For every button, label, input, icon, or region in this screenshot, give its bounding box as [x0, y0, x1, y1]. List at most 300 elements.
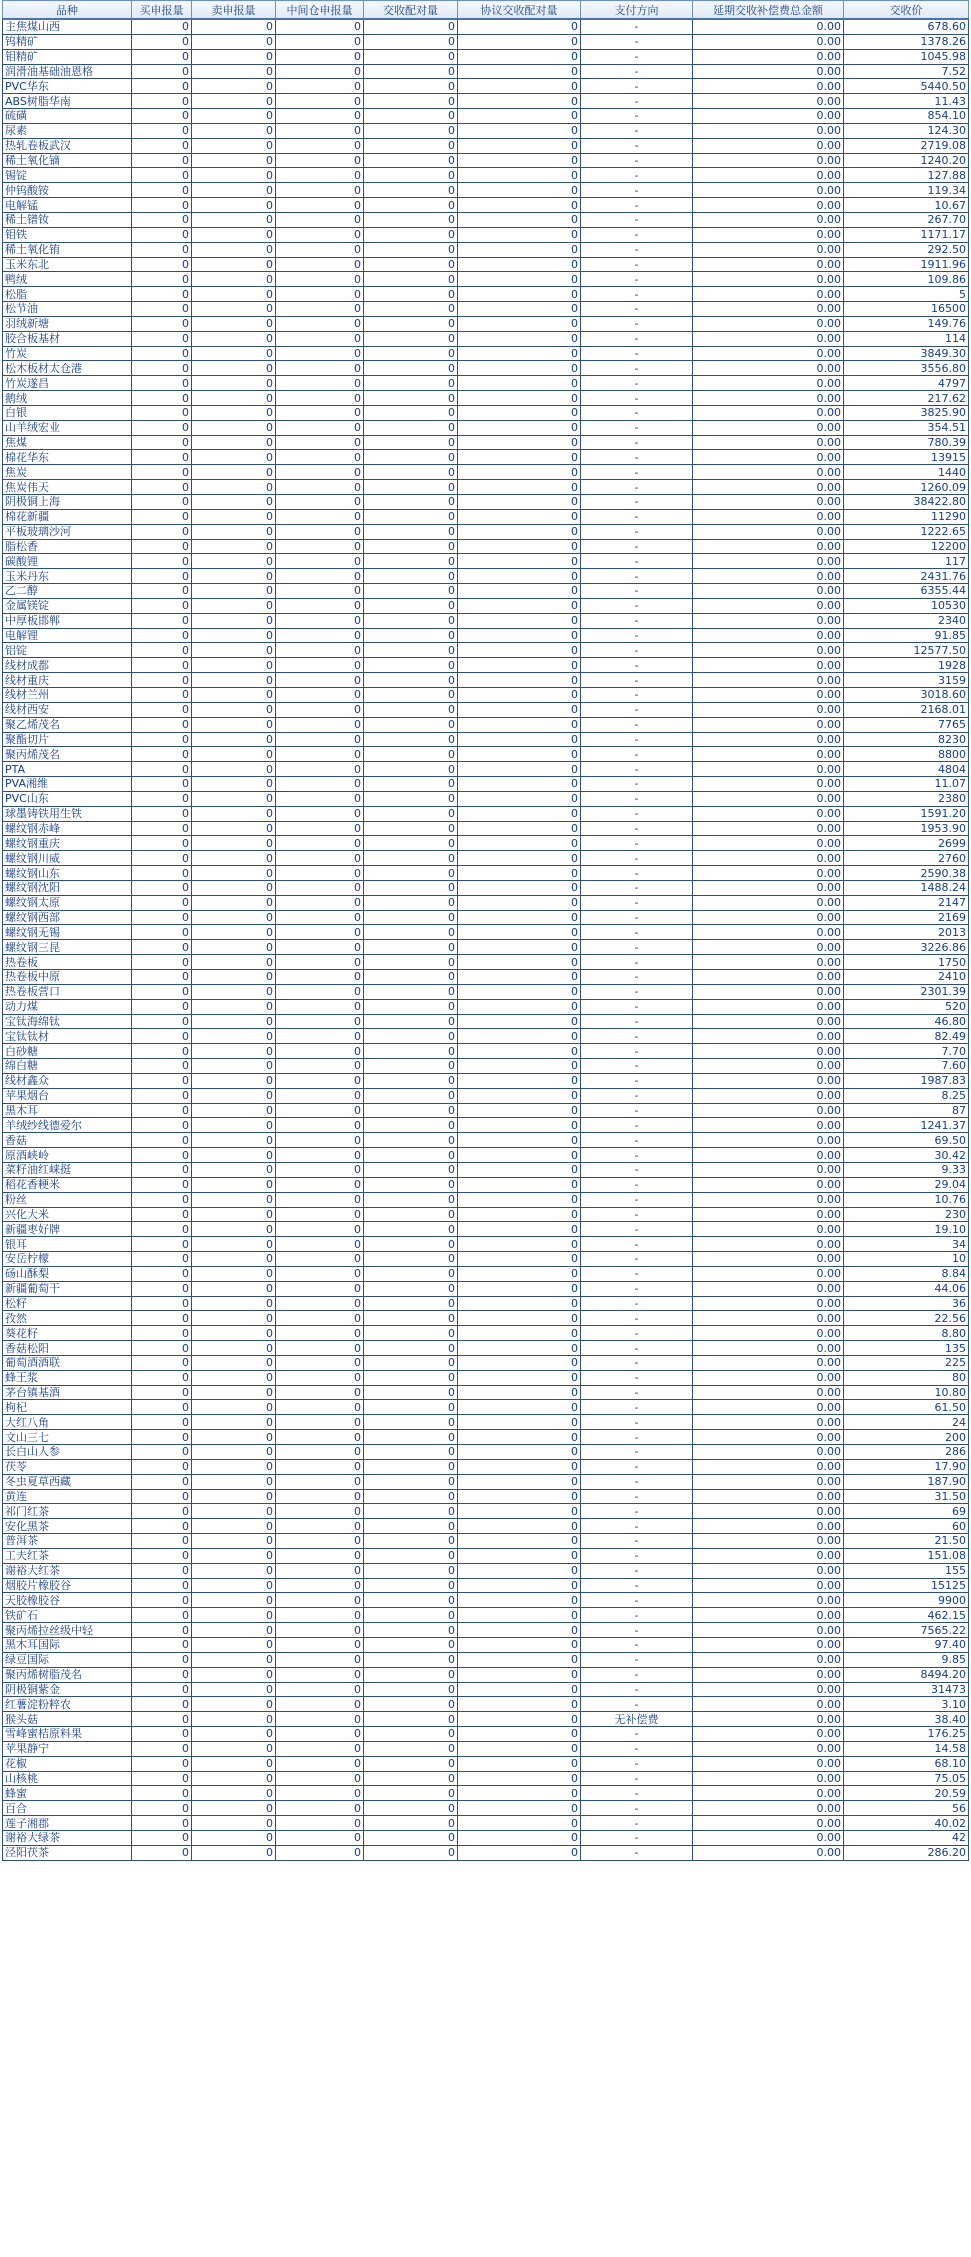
column-header-sell-volume: 卖申报量: [192, 1, 276, 20]
warehouse-volume-cell: 0: [276, 1534, 364, 1549]
matched-volume-cell: 0: [364, 584, 458, 599]
variety-cell: 新疆葡萄干: [3, 1281, 132, 1296]
payment-direction-cell: -: [581, 1830, 693, 1845]
warehouse-volume-cell: 0: [276, 242, 364, 257]
sell-volume-cell: 0: [192, 613, 276, 628]
warehouse-volume-cell: 0: [276, 391, 364, 406]
agreement-matched-volume-cell: 0: [458, 1370, 581, 1385]
delivery-price-cell: 3849.30: [844, 346, 969, 361]
payment-direction-cell: -: [581, 1801, 693, 1816]
table-row: [3, 658, 969, 673]
warehouse-volume-cell: 0: [276, 257, 364, 272]
payment-direction-cell: -: [581, 19, 693, 34]
compensation-amount-cell: 0.00: [693, 34, 844, 49]
payment-direction-cell: -: [581, 495, 693, 510]
sell-volume-cell: 0: [192, 999, 276, 1014]
sell-volume-cell: 0: [192, 747, 276, 762]
compensation-amount-cell: 0.00: [693, 495, 844, 510]
warehouse-volume-cell: 0: [276, 569, 364, 584]
buy-volume-cell: 0: [132, 598, 192, 613]
delivery-price-cell: 225: [844, 1355, 969, 1370]
compensation-amount-cell: 0.00: [693, 346, 844, 361]
table-row: [3, 628, 969, 643]
compensation-amount-cell: 0.00: [693, 1385, 844, 1400]
compensation-amount-cell: 0.00: [693, 1727, 844, 1742]
table-row: [3, 1103, 969, 1118]
table-row: [3, 480, 969, 495]
matched-volume-cell: 0: [364, 302, 458, 317]
variety-cell: 蜂王浆: [3, 1370, 132, 1385]
delivery-price-cell: 1440: [844, 465, 969, 480]
variety-cell: 稀土氧化镝: [3, 153, 132, 168]
matched-volume-cell: 0: [364, 1712, 458, 1727]
variety-cell: 雪峰蜜桔原料果: [3, 1727, 132, 1742]
agreement-matched-volume-cell: 0: [458, 984, 581, 999]
matched-volume-cell: 0: [364, 673, 458, 688]
matched-volume-cell: 0: [364, 554, 458, 569]
table-row: [3, 1801, 969, 1816]
matched-volume-cell: 0: [364, 1593, 458, 1608]
warehouse-volume-cell: 0: [276, 717, 364, 732]
warehouse-volume-cell: 0: [276, 435, 364, 450]
buy-volume-cell: 0: [132, 1801, 192, 1816]
delivery-price-cell: 1488.24: [844, 880, 969, 895]
buy-volume-cell: 0: [132, 717, 192, 732]
matched-volume-cell: 0: [364, 1786, 458, 1801]
sell-volume-cell: 0: [192, 138, 276, 153]
compensation-amount-cell: 0.00: [693, 613, 844, 628]
matched-volume-cell: 0: [364, 1756, 458, 1771]
warehouse-volume-cell: 0: [276, 895, 364, 910]
delivery-price-cell: 10: [844, 1252, 969, 1267]
compensation-amount-cell: 0.00: [693, 1593, 844, 1608]
delivery-price-cell: 9.85: [844, 1652, 969, 1667]
agreement-matched-volume-cell: 0: [458, 331, 581, 346]
table-row: [3, 94, 969, 109]
payment-direction-cell: -: [581, 821, 693, 836]
delivery-price-cell: 30.42: [844, 1148, 969, 1163]
variety-cell: 安岳柠檬: [3, 1252, 132, 1267]
compensation-amount-cell: 0.00: [693, 257, 844, 272]
matched-volume-cell: 0: [364, 227, 458, 242]
table-row: [3, 1845, 969, 1860]
matched-volume-cell: 0: [364, 1059, 458, 1074]
agreement-matched-volume-cell: 0: [458, 272, 581, 287]
payment-direction-cell: -: [581, 1192, 693, 1207]
compensation-amount-cell: 0.00: [693, 19, 844, 34]
variety-cell: 大红八角: [3, 1415, 132, 1430]
warehouse-volume-cell: 0: [276, 1237, 364, 1252]
agreement-matched-volume-cell: 0: [458, 643, 581, 658]
delivery-price-cell: 82.49: [844, 1029, 969, 1044]
table-row: [3, 1697, 969, 1712]
sell-volume-cell: 0: [192, 1534, 276, 1549]
matched-volume-cell: 0: [364, 910, 458, 925]
agreement-matched-volume-cell: 0: [458, 1192, 581, 1207]
matched-volume-cell: 0: [364, 49, 458, 64]
variety-cell: 平板玻璃沙河: [3, 524, 132, 539]
matched-volume-cell: 0: [364, 79, 458, 94]
warehouse-volume-cell: 0: [276, 1133, 364, 1148]
buy-volume-cell: 0: [132, 1786, 192, 1801]
compensation-amount-cell: 0.00: [693, 331, 844, 346]
compensation-amount-cell: 0.00: [693, 94, 844, 109]
matched-volume-cell: 0: [364, 1029, 458, 1044]
matched-volume-cell: 0: [364, 895, 458, 910]
table-row: [3, 1563, 969, 1578]
compensation-amount-cell: 0.00: [693, 554, 844, 569]
table-row: [3, 168, 969, 183]
sell-volume-cell: 0: [192, 123, 276, 138]
agreement-matched-volume-cell: 0: [458, 123, 581, 138]
matched-volume-cell: 0: [364, 791, 458, 806]
sell-volume-cell: 0: [192, 1697, 276, 1712]
buy-volume-cell: 0: [132, 198, 192, 213]
variety-cell: 线材兰州: [3, 687, 132, 702]
delivery-price-cell: 11.43: [844, 94, 969, 109]
matched-volume-cell: 0: [364, 955, 458, 970]
sell-volume-cell: 0: [192, 687, 276, 702]
warehouse-volume-cell: 0: [276, 762, 364, 777]
warehouse-volume-cell: 0: [276, 910, 364, 925]
variety-cell: 聚乙烯茂名: [3, 717, 132, 732]
payment-direction-cell: -: [581, 480, 693, 495]
delivery-price-cell: 2699: [844, 836, 969, 851]
matched-volume-cell: 0: [364, 287, 458, 302]
buy-volume-cell: 0: [132, 49, 192, 64]
delivery-price-cell: 1241.37: [844, 1118, 969, 1133]
compensation-amount-cell: 0.00: [693, 1059, 844, 1074]
sell-volume-cell: 0: [192, 272, 276, 287]
delivery-price-cell: 46.80: [844, 1014, 969, 1029]
delivery-price-cell: 24: [844, 1415, 969, 1430]
agreement-matched-volume-cell: 0: [458, 613, 581, 628]
warehouse-volume-cell: 0: [276, 1593, 364, 1608]
compensation-amount-cell: 0.00: [693, 687, 844, 702]
agreement-matched-volume-cell: 0: [458, 227, 581, 242]
payment-direction-cell: -: [581, 1563, 693, 1578]
variety-cell: 泾阳茯茶: [3, 1845, 132, 1860]
payment-direction-cell: -: [581, 687, 693, 702]
payment-direction-cell: -: [581, 1786, 693, 1801]
matched-volume-cell: 0: [364, 1801, 458, 1816]
table-row: [3, 242, 969, 257]
table-row: [3, 851, 969, 866]
buy-volume-cell: 0: [132, 1652, 192, 1667]
compensation-amount-cell: 0.00: [693, 984, 844, 999]
payment-direction-cell: -: [581, 940, 693, 955]
table-row: [3, 732, 969, 747]
buy-volume-cell: 0: [132, 465, 192, 480]
matched-volume-cell: 0: [364, 1296, 458, 1311]
agreement-matched-volume-cell: 0: [458, 584, 581, 599]
delivery-price-cell: 230: [844, 1207, 969, 1222]
warehouse-volume-cell: 0: [276, 673, 364, 688]
agreement-matched-volume-cell: 0: [458, 1845, 581, 1860]
warehouse-volume-cell: 0: [276, 94, 364, 109]
agreement-matched-volume-cell: 0: [458, 1578, 581, 1593]
buy-volume-cell: 0: [132, 287, 192, 302]
payment-direction-cell: -: [581, 1445, 693, 1460]
sell-volume-cell: 0: [192, 1548, 276, 1563]
sell-volume-cell: 0: [192, 1519, 276, 1534]
compensation-amount-cell: 0.00: [693, 435, 844, 450]
agreement-matched-volume-cell: 0: [458, 1237, 581, 1252]
matched-volume-cell: 0: [364, 361, 458, 376]
delivery-price-cell: 109.86: [844, 272, 969, 287]
matched-volume-cell: 0: [364, 1771, 458, 1786]
payment-direction-cell: -: [581, 346, 693, 361]
variety-cell: 螺纹钢太原: [3, 895, 132, 910]
table-row: [3, 1177, 969, 1192]
matched-volume-cell: 0: [364, 569, 458, 584]
buy-volume-cell: 0: [132, 1133, 192, 1148]
table-row: [3, 762, 969, 777]
payment-direction-cell: -: [581, 183, 693, 198]
payment-direction-cell: -: [581, 1430, 693, 1445]
buy-volume-cell: 0: [132, 1563, 192, 1578]
agreement-matched-volume-cell: 0: [458, 1816, 581, 1831]
matched-volume-cell: 0: [364, 1504, 458, 1519]
buy-volume-cell: 0: [132, 1148, 192, 1163]
compensation-amount-cell: 0.00: [693, 465, 844, 480]
buy-volume-cell: 0: [132, 1281, 192, 1296]
warehouse-volume-cell: 0: [276, 1474, 364, 1489]
variety-cell: 绿豆国际: [3, 1652, 132, 1667]
matched-volume-cell: 0: [364, 34, 458, 49]
buy-volume-cell: 0: [132, 1712, 192, 1727]
matched-volume-cell: 0: [364, 198, 458, 213]
matched-volume-cell: 0: [364, 836, 458, 851]
table-row: [3, 1430, 969, 1445]
agreement-matched-volume-cell: 0: [458, 153, 581, 168]
table-row: [3, 1830, 969, 1845]
delivery-price-cell: 19.10: [844, 1222, 969, 1237]
compensation-amount-cell: 0.00: [693, 1652, 844, 1667]
column-header-delivery-price: 交收价: [844, 1, 969, 20]
buy-volume-cell: 0: [132, 836, 192, 851]
sell-volume-cell: 0: [192, 1207, 276, 1222]
agreement-matched-volume-cell: 0: [458, 138, 581, 153]
warehouse-volume-cell: 0: [276, 49, 364, 64]
variety-cell: 主焦煤山西: [3, 19, 132, 34]
sell-volume-cell: 0: [192, 777, 276, 792]
sell-volume-cell: 0: [192, 1652, 276, 1667]
warehouse-volume-cell: 0: [276, 1044, 364, 1059]
variety-cell: 竹炭遂昌: [3, 376, 132, 391]
payment-direction-cell: -: [581, 1311, 693, 1326]
buy-volume-cell: 0: [132, 1667, 192, 1682]
table-row: [3, 999, 969, 1014]
delivery-price-cell: 2410: [844, 970, 969, 985]
agreement-matched-volume-cell: 0: [458, 480, 581, 495]
variety-cell: 电解锰: [3, 198, 132, 213]
warehouse-volume-cell: 0: [276, 866, 364, 881]
payment-direction-cell: -: [581, 1519, 693, 1534]
variety-cell: 长白山人参: [3, 1445, 132, 1460]
matched-volume-cell: 0: [364, 420, 458, 435]
buy-volume-cell: 0: [132, 1593, 192, 1608]
compensation-amount-cell: 0.00: [693, 1073, 844, 1088]
variety-cell: 新疆枣好牌: [3, 1222, 132, 1237]
agreement-matched-volume-cell: 0: [458, 1266, 581, 1281]
agreement-matched-volume-cell: 0: [458, 717, 581, 732]
variety-cell: 硫磺: [3, 109, 132, 124]
variety-cell: 聚酯切片: [3, 732, 132, 747]
sell-volume-cell: 0: [192, 331, 276, 346]
agreement-matched-volume-cell: 0: [458, 1355, 581, 1370]
agreement-matched-volume-cell: 0: [458, 658, 581, 673]
table-row: [3, 880, 969, 895]
variety-cell: 鹅绒: [3, 391, 132, 406]
payment-direction-cell: -: [581, 955, 693, 970]
agreement-matched-volume-cell: 0: [458, 1430, 581, 1445]
agreement-matched-volume-cell: 0: [458, 791, 581, 806]
payment-direction-cell: -: [581, 584, 693, 599]
variety-cell: PVA湘维: [3, 777, 132, 792]
table-row: [3, 1727, 969, 1742]
table-row: [3, 1816, 969, 1831]
warehouse-volume-cell: 0: [276, 287, 364, 302]
sell-volume-cell: 0: [192, 1326, 276, 1341]
matched-volume-cell: 0: [364, 1133, 458, 1148]
compensation-amount-cell: 0.00: [693, 747, 844, 762]
payment-direction-cell: -: [581, 1682, 693, 1697]
agreement-matched-volume-cell: 0: [458, 1207, 581, 1222]
payment-direction-cell: -: [581, 598, 693, 613]
table-row: [3, 1400, 969, 1415]
table-row: [3, 1415, 969, 1430]
buy-volume-cell: 0: [132, 480, 192, 495]
warehouse-volume-cell: 0: [276, 138, 364, 153]
matched-volume-cell: 0: [364, 925, 458, 940]
buy-volume-cell: 0: [132, 1103, 192, 1118]
compensation-amount-cell: 0.00: [693, 242, 844, 257]
payment-direction-cell: -: [581, 1608, 693, 1623]
compensation-amount-cell: 0.00: [693, 732, 844, 747]
agreement-matched-volume-cell: 0: [458, 1474, 581, 1489]
matched-volume-cell: 0: [364, 1311, 458, 1326]
agreement-matched-volume-cell: 0: [458, 762, 581, 777]
buy-volume-cell: 0: [132, 94, 192, 109]
payment-direction-cell: -: [581, 717, 693, 732]
compensation-amount-cell: 0.00: [693, 999, 844, 1014]
table-row: [3, 1222, 969, 1237]
payment-direction-cell: -: [581, 361, 693, 376]
warehouse-volume-cell: 0: [276, 554, 364, 569]
table-row: [3, 287, 969, 302]
warehouse-volume-cell: 0: [276, 1548, 364, 1563]
warehouse-volume-cell: 0: [276, 806, 364, 821]
table-row: [3, 717, 969, 732]
agreement-matched-volume-cell: 0: [458, 1326, 581, 1341]
variety-cell: 普洱茶: [3, 1534, 132, 1549]
payment-direction-cell: -: [581, 1385, 693, 1400]
delivery-price-cell: 135: [844, 1341, 969, 1356]
sell-volume-cell: 0: [192, 524, 276, 539]
table-row: [3, 866, 969, 881]
sell-volume-cell: 0: [192, 257, 276, 272]
buy-volume-cell: 0: [132, 1088, 192, 1103]
agreement-matched-volume-cell: 0: [458, 687, 581, 702]
matched-volume-cell: 0: [364, 1281, 458, 1296]
payment-direction-cell: -: [581, 1296, 693, 1311]
matched-volume-cell: 0: [364, 212, 458, 227]
agreement-matched-volume-cell: 0: [458, 1756, 581, 1771]
delivery-price-cell: 155: [844, 1563, 969, 1578]
payment-direction-cell: -: [581, 1326, 693, 1341]
table-row: [3, 836, 969, 851]
delivery-price-cell: 2760: [844, 851, 969, 866]
table-row: [3, 153, 969, 168]
matched-volume-cell: 0: [364, 1222, 458, 1237]
variety-cell: 玉米东北: [3, 257, 132, 272]
agreement-matched-volume-cell: 0: [458, 1281, 581, 1296]
buy-volume-cell: 0: [132, 1727, 192, 1742]
compensation-amount-cell: 0.00: [693, 272, 844, 287]
table-row: [3, 1445, 969, 1460]
table-row: [3, 1667, 969, 1682]
buy-volume-cell: 0: [132, 1445, 192, 1460]
matched-volume-cell: 0: [364, 1148, 458, 1163]
variety-cell: 乙二醇: [3, 584, 132, 599]
payment-direction-cell: -: [581, 836, 693, 851]
sell-volume-cell: 0: [192, 94, 276, 109]
matched-volume-cell: 0: [364, 1415, 458, 1430]
variety-cell: 冬虫夏草西藏: [3, 1474, 132, 1489]
delivery-price-cell: 2719.08: [844, 138, 969, 153]
delivery-price-cell: 21.50: [844, 1534, 969, 1549]
agreement-matched-volume-cell: 0: [458, 420, 581, 435]
compensation-amount-cell: 0.00: [693, 791, 844, 806]
payment-direction-cell: -: [581, 435, 693, 450]
variety-cell: 绵白糖: [3, 1059, 132, 1074]
variety-cell: 松木板材太仓港: [3, 361, 132, 376]
delivery-price-cell: 12200: [844, 539, 969, 554]
warehouse-volume-cell: 0: [276, 1385, 364, 1400]
sell-volume-cell: 0: [192, 1459, 276, 1474]
payment-direction-cell: -: [581, 1667, 693, 1682]
buy-volume-cell: 0: [132, 257, 192, 272]
buy-volume-cell: 0: [132, 1474, 192, 1489]
agreement-matched-volume-cell: 0: [458, 1563, 581, 1578]
variety-cell: 松脂: [3, 287, 132, 302]
delivery-price-cell: 292.50: [844, 242, 969, 257]
table-row: [3, 702, 969, 717]
variety-cell: 螺纹钢重庆: [3, 836, 132, 851]
agreement-matched-volume-cell: 0: [458, 1059, 581, 1074]
agreement-matched-volume-cell: 0: [458, 806, 581, 821]
buy-volume-cell: 0: [132, 1222, 192, 1237]
sell-volume-cell: 0: [192, 955, 276, 970]
variety-cell: 香菇松阳: [3, 1341, 132, 1356]
table-row: [3, 257, 969, 272]
agreement-matched-volume-cell: 0: [458, 1548, 581, 1563]
table-row: [3, 1593, 969, 1608]
sell-volume-cell: 0: [192, 227, 276, 242]
table-row: [3, 747, 969, 762]
compensation-amount-cell: 0.00: [693, 569, 844, 584]
variety-cell: 羊绒纱线德爱尔: [3, 1118, 132, 1133]
buy-volume-cell: 0: [132, 1252, 192, 1267]
warehouse-volume-cell: 0: [276, 1786, 364, 1801]
compensation-amount-cell: 0.00: [693, 1029, 844, 1044]
compensation-amount-cell: 0.00: [693, 762, 844, 777]
variety-cell: 动力煤: [3, 999, 132, 1014]
variety-cell: 碳酸锂: [3, 554, 132, 569]
payment-direction-cell: -: [581, 970, 693, 985]
variety-cell: 百合: [3, 1801, 132, 1816]
